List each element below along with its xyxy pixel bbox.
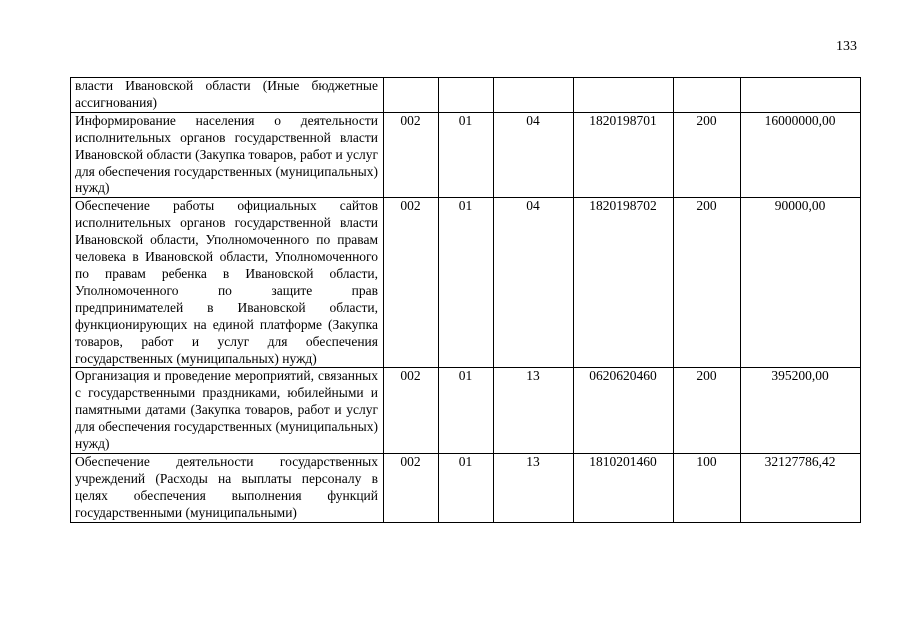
- expense-kind-cell: 100: [674, 453, 741, 522]
- expense-kind-cell: 200: [674, 198, 741, 368]
- subsection-code-cell: 13: [494, 453, 574, 522]
- target-code-cell: 0620620460: [574, 368, 674, 454]
- subsection-code-cell: [494, 78, 574, 113]
- subsection-code-cell: 13: [494, 368, 574, 454]
- section-code-cell: 01: [439, 198, 494, 368]
- page-number: 133: [836, 39, 857, 54]
- expense-name-cell: Обеспечение деятельности государственных учреждений (Расходы на выплаты персоналу в целях обеспечения выполнения функций государственными (муниципальными): [71, 453, 384, 522]
- budget-table: [70, 77, 861, 523]
- section-code-cell: 01: [439, 368, 494, 454]
- table-row: [71, 368, 861, 454]
- subsection-code-cell: 04: [494, 112, 574, 198]
- amount-cell: [741, 78, 861, 113]
- expense-kind-cell: 200: [674, 368, 741, 454]
- admin-code-cell: 002: [384, 198, 439, 368]
- expense-name-cell: Обеспечение работы официальных сайтов исполнительных органов государственной власти Ивановской области, Уполномоченного по правам человека в Ивановской области, Уполномоченного по правам ребенка в Ивановской области, Уполномоченного по защите прав предпринимателей в Ивановской области, функционирующих на единой платформе (Закупка товаров, работ и услуг для обеспечения государственных (муниципальных) нужд): [71, 198, 384, 368]
- amount-cell: 32127786,42: [741, 453, 861, 522]
- admin-code-cell: 002: [384, 112, 439, 198]
- amount-cell: 395200,00: [741, 368, 861, 454]
- section-code-cell: [439, 78, 494, 113]
- amount-cell: 16000000,00: [741, 112, 861, 198]
- expense-name-cell: Организация и проведение мероприятий, связанных с государственными праздниками, юбилейными и памятными датами (Закупка товаров, работ и услуг для обеспечения государственных (муниципальных) нужд): [71, 368, 384, 454]
- admin-code-cell: [384, 78, 439, 113]
- target-code-cell: [574, 78, 674, 113]
- table-row: [71, 78, 861, 113]
- table-row: [71, 112, 861, 198]
- admin-code-cell: 002: [384, 453, 439, 522]
- expense-name-cell: власти Ивановской области (Иные бюджетные ассигнования): [71, 78, 384, 113]
- expense-kind-cell: 200: [674, 112, 741, 198]
- expense-name-cell: Информирование населения о деятельности исполнительных органов государственной власти Ивановской области (Закупка товаров, работ и услуг для обеспечения государственных (муниципальных) нужд): [71, 112, 384, 198]
- section-code-cell: 01: [439, 453, 494, 522]
- admin-code-cell: 002: [384, 368, 439, 454]
- target-code-cell: 1810201460: [574, 453, 674, 522]
- target-code-cell: 1820198702: [574, 198, 674, 368]
- section-code-cell: 01: [439, 112, 494, 198]
- expense-kind-cell: [674, 78, 741, 113]
- subsection-code-cell: 04: [494, 198, 574, 368]
- amount-cell: 90000,00: [741, 198, 861, 368]
- target-code-cell: 1820198701: [574, 112, 674, 198]
- table-row: [71, 198, 861, 368]
- table-row: [71, 453, 861, 522]
